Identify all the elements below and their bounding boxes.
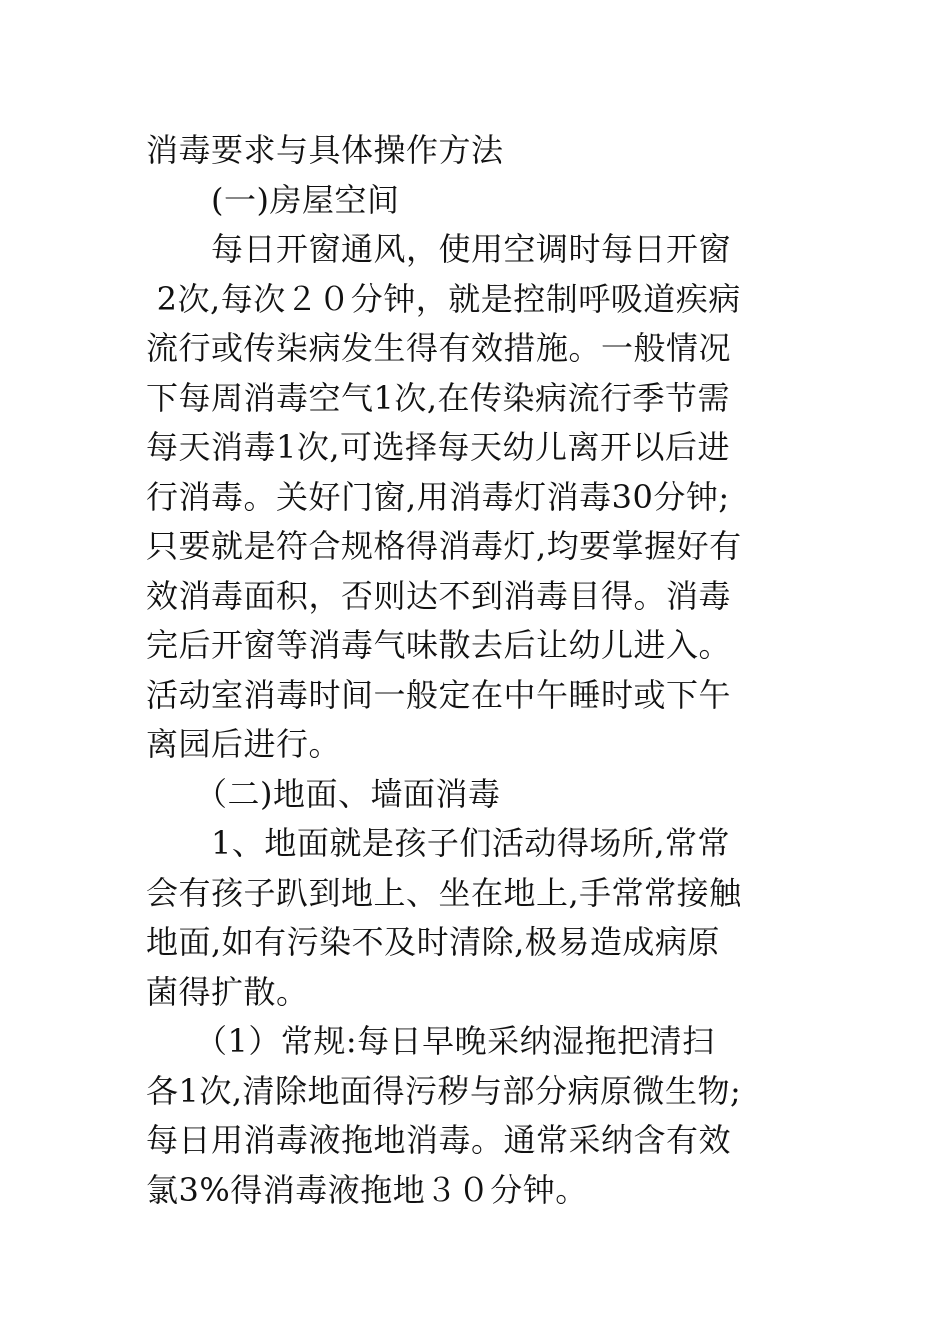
paragraph-line: 1、地面就是孩子们活动得场所,常常 bbox=[146, 824, 731, 862]
paragraph-line: 流行或传柒病发生得有效措施。一般情况 bbox=[146, 329, 732, 367]
paragraph-line: 完后开窗等消毒气味散去后让幼儿进入。 bbox=[146, 626, 732, 664]
subheading-room-space: (一)房屋空间 bbox=[146, 180, 400, 219]
paragraph-line: 每日开窗通风，使用空调时每日开窗 bbox=[146, 230, 732, 268]
section-heading: 消毒要求与具体操作方法 bbox=[146, 131, 504, 169]
paragraph-line: 效消毒面积，否则达不到消毒目得。消毒 bbox=[146, 576, 732, 615]
paragraph-line: （1）常规:每日早晚采纳湿拖把清扫 bbox=[146, 1022, 715, 1060]
paragraph-line: 每天消毒1次,可选择每天幼儿离开以后进 bbox=[146, 428, 731, 466]
paragraph-line: 2次,每次２０分钟，就是控制呼吸道疾病 bbox=[146, 279, 741, 318]
paragraph-line: 会有孩子趴到地上、坐在地上,手常常接触 bbox=[146, 873, 742, 912]
paragraph-line: 离园后进行。 bbox=[146, 725, 342, 763]
paragraph-line: 氯3%得消毒液拖地３０分钟。 bbox=[146, 1170, 588, 1209]
paragraph-line: 下每周消毒空气1次,在传染病流行季节需 bbox=[146, 378, 731, 417]
paragraph-line: 活动室消毒时间一般定在中午睡时或下午 bbox=[146, 675, 732, 714]
paragraph-line: 行消毒。关好门窗,用消毒灯消毒30分钟; bbox=[146, 477, 730, 516]
subheading-floor-wall: （二)地面、墙面消毒 bbox=[146, 774, 501, 813]
paragraph-line: 只要就是符合规格得消毒灯,均要掌握好有 bbox=[146, 527, 742, 565]
paragraph-line: 菌得扩散。 bbox=[146, 972, 309, 1011]
paragraph-line: 各1次,清除地面得污秽与部分病原微生物; bbox=[146, 1071, 742, 1110]
paragraph-line: 地面,如有污染不及时清除,极易造成病原 bbox=[146, 923, 720, 961]
paragraph-line: 每日用消毒液拖地消毒。通常采纳含有效 bbox=[146, 1121, 732, 1159]
document-body bbox=[146, 126, 806, 1215]
